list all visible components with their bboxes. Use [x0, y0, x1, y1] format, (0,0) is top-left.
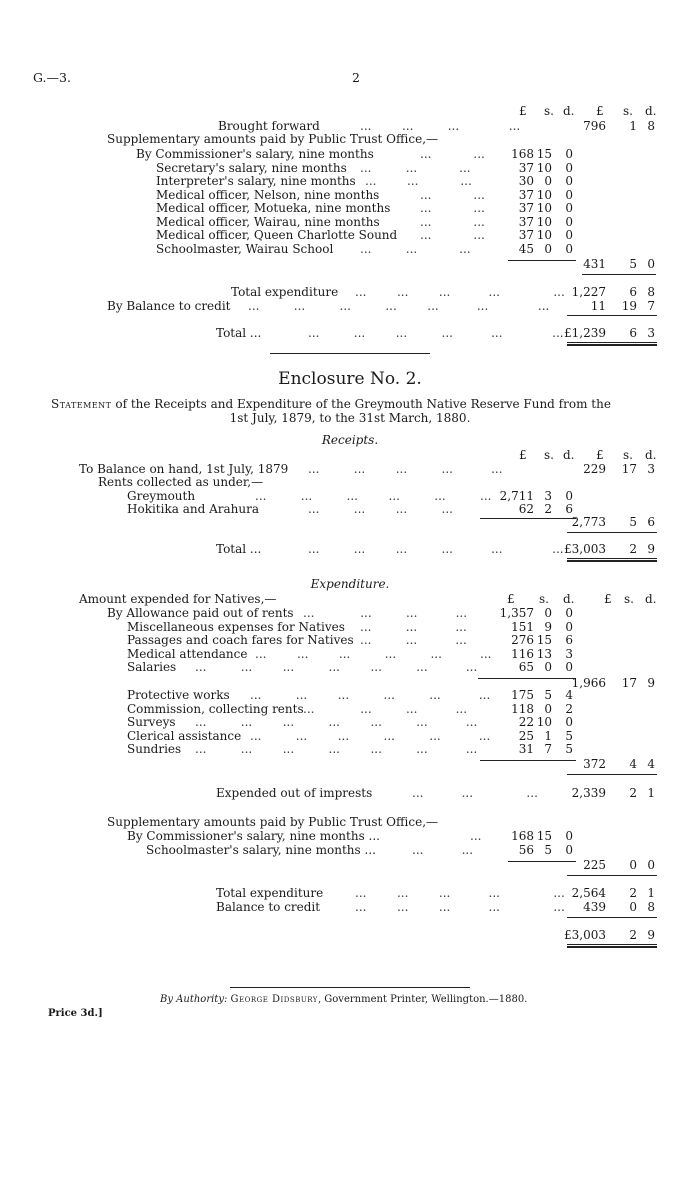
pence-heading-2: d. — [645, 104, 657, 118]
amount-pence: 6 — [565, 502, 573, 516]
amount-pounds: 37 — [518, 215, 534, 229]
amount-shillings: 15 — [536, 147, 552, 161]
leader-dots: ... — [470, 829, 482, 843]
document-code: G.—3. — [33, 70, 71, 85]
double-rule-top — [567, 944, 657, 945]
amount-shillings: 10 — [536, 188, 552, 202]
imprests-label: Expended out of imprests — [216, 786, 373, 800]
leader-dots: ... ... ... — [360, 620, 467, 634]
amount-pence: 0 — [565, 660, 573, 674]
amount-pounds: 168 — [511, 147, 534, 161]
amount-shillings: 0 — [544, 660, 552, 674]
list-item-label: By Commissioner's salary, nine months — [136, 147, 374, 161]
leader-dots: ... ... ... ... — [360, 119, 521, 133]
leader-dots: ... ... ... ... ... ... ... — [195, 742, 478, 756]
leader-dots: ... ... ... ... ... ... — [255, 647, 492, 661]
list-item-label: Clerical assistance — [127, 729, 242, 743]
amount-pounds: 276 — [511, 633, 534, 647]
list-item-label: By Commissioner's salary, nine months ... — [127, 829, 380, 843]
supplementary-label: Supplementary amounts paid by Public Trust Office,— — [107, 815, 439, 829]
total-rule — [567, 315, 657, 316]
amount-pence: 6 — [565, 633, 573, 647]
list-item-label: Medical officer, Queen Charlotte Sound — [156, 228, 398, 242]
price-label: Price 3d.] — [48, 1008, 103, 1019]
leader-dots: ... ... ... ... ... ... — [308, 326, 564, 340]
leader-dots: ... ... ... ... ... — [355, 285, 565, 299]
list-item-label: Passages and coach fares for Natives — [127, 633, 354, 647]
amount-shillings: 0 — [544, 702, 552, 716]
leader-dots: ... ... — [420, 147, 485, 161]
amount-pounds: 116 — [511, 647, 534, 661]
amount-shillings: 10 — [536, 715, 552, 729]
leader-dots: ... ... ... — [412, 786, 538, 800]
amount-shillings: 9 — [544, 620, 552, 634]
total-expenditure-label: Total expenditure — [216, 886, 324, 900]
balance-label: Balance to credit — [216, 900, 321, 914]
amount-shillings: 15 — [536, 633, 552, 647]
list-item-label: Commission, collecting rents — [127, 702, 304, 716]
receipts-total-label: Total ... — [216, 542, 262, 556]
printer-name: George Didsbury — [230, 994, 318, 1005]
amount-pence: 4 — [565, 688, 573, 702]
leader-dots: ... ... ... — [365, 174, 472, 188]
leader-dots: ... ... ... ... ... ... ... — [195, 660, 478, 674]
amount-shillings: 5 — [544, 688, 552, 702]
amount-pence: 0 — [565, 489, 573, 503]
leader-dots: ... ... ... ... — [303, 702, 468, 716]
double-rule-top — [567, 558, 657, 559]
statement-line1 — [51, 397, 611, 411]
total-rule — [567, 875, 657, 876]
pounds-heading: £ — [519, 104, 527, 118]
list-item-label: By Allowance paid out of rents — [107, 606, 294, 620]
brought-forward-label: Brought forward — [218, 119, 320, 133]
amount-shillings: 1 — [544, 729, 552, 743]
receipts-heading: Receipts. — [321, 433, 379, 447]
amount-shillings: 7 — [544, 742, 552, 756]
leader-dots: ... ... ... ... ... — [355, 886, 565, 900]
list-item-label: Schoolmaster's salary, nine months ... — [146, 843, 376, 857]
list-item-label: Medical officer, Nelson, nine months — [156, 188, 380, 202]
amount-pence: 0 — [565, 161, 573, 175]
list-item-label: Schoolmaster, Wairau School — [156, 242, 334, 256]
amount-shillings: 13 — [536, 647, 552, 661]
amount-pounds: 37 — [518, 228, 534, 242]
amount-pence: 0 — [565, 215, 573, 229]
leader-dots: ... ... ... ... ... ... — [255, 489, 492, 503]
amount-expended-label: Amount expended for Natives,— — [79, 592, 277, 606]
pounds-heading-2: £ — [596, 104, 604, 118]
double-rule-bottom — [567, 560, 657, 562]
amount-pence: 0 — [565, 201, 573, 215]
leader-dots: ... ... — [412, 843, 474, 857]
rents-label: Rents collected as under,— — [98, 475, 264, 489]
amount-shillings: 2 — [544, 502, 552, 516]
section-divider — [270, 353, 430, 354]
leader-dots: ... ... ... ... ... ... — [250, 729, 491, 743]
amount-pence: 0 — [565, 174, 573, 188]
receipts-balance-label: To Balance on hand, 1st July, 1879 — [79, 462, 289, 476]
total-expenditure-label: Total expenditure — [231, 285, 339, 299]
amount-pence: 3 — [565, 647, 573, 661]
amount-pence: 0 — [565, 228, 573, 242]
leader-dots: ... ... ... ... — [308, 502, 453, 516]
statement-word: Statement — [51, 397, 112, 411]
list-item-label: Sundries — [127, 742, 182, 756]
leader-dots: ... ... ... — [360, 242, 471, 256]
amount-shillings: 0 — [544, 606, 552, 620]
amount-pounds: 22 — [518, 715, 534, 729]
amount-pounds: 168 — [511, 829, 534, 843]
amount-pence: 0 — [565, 715, 573, 729]
amount-pounds: 65 — [518, 660, 534, 674]
leader-dots: ... ... ... ... ... ... ... — [248, 299, 550, 313]
total-rule — [582, 274, 656, 275]
amount-pounds: 45 — [518, 242, 534, 256]
amount-pounds: 37 — [518, 201, 534, 215]
list-item-label: Medical officer, Motueka, nine months — [156, 201, 391, 215]
authority-line — [160, 993, 527, 1007]
amount-shillings: 5 — [544, 843, 552, 857]
leader-dots: ... ... ... — [360, 633, 467, 647]
statement-line2: 1st July, 1879, to the 31st March, 1880. — [229, 411, 471, 425]
leader-dots: ... ... ... ... ... — [355, 900, 565, 914]
amount-shillings: 10 — [536, 215, 552, 229]
double-rule-top — [567, 342, 657, 343]
footer-rule — [230, 987, 470, 988]
expenditure-heading: Expenditure. — [310, 577, 390, 591]
amount-pence: 5 — [565, 729, 573, 743]
list-item-label: Miscellaneous expenses for Natives — [127, 620, 345, 634]
total-rule — [567, 532, 657, 533]
amount-pounds: 37 — [518, 188, 534, 202]
amount-pounds: 151 — [511, 620, 534, 634]
amount-pounds: 37 — [518, 161, 534, 175]
total-rule — [567, 774, 657, 775]
leader-dots: ... ... ... ... ... ... — [308, 542, 564, 556]
double-rule-bottom — [567, 344, 657, 346]
list-item-label: Interpreter's salary, nine months — [156, 174, 356, 188]
amount-shillings: 10 — [536, 228, 552, 242]
leader-dots: ... ... — [420, 201, 485, 215]
double-rule-bottom — [567, 946, 657, 948]
list-item-label: Medical officer, Wairau, nine months — [156, 215, 380, 229]
amount-shillings: 0 — [544, 174, 552, 188]
leader-dots: ... ... ... ... ... ... ... — [195, 715, 478, 729]
amount-shillings: 10 — [536, 161, 552, 175]
amount-pence: 0 — [565, 188, 573, 202]
shillings-heading: s. — [544, 104, 554, 118]
amount-pence: 5 — [565, 742, 573, 756]
amount-pence: 0 — [565, 843, 573, 857]
leader-dots: ... ... ... ... ... ... — [250, 688, 491, 702]
list-item-label: Secretary's salary, nine months — [156, 161, 347, 175]
amount-pounds: 2,711 — [499, 489, 534, 503]
amount-pounds: 56 — [518, 843, 534, 857]
authority-suffix: , Government Printer, Wellington.—1880. — [317, 994, 528, 1005]
grand-total-label: Total ... — [216, 326, 262, 340]
amount-pence: 0 — [565, 147, 573, 161]
leader-dots: ... ... ... ... — [303, 606, 468, 620]
amount-pence: 0 — [565, 620, 573, 634]
list-item-label: Hokitika and Arahura — [127, 502, 259, 516]
amount-shillings: 0 — [544, 242, 552, 256]
leader-dots: ... ... ... ... ... — [308, 462, 503, 476]
list-item-label: Salaries — [127, 660, 177, 674]
list-item-label: Protective works — [127, 688, 230, 702]
list-item-label: Surveys — [127, 715, 176, 729]
amount-shillings: 15 — [536, 829, 552, 843]
enclosure-title: Enclosure No. 2. — [278, 369, 422, 389]
statement-text: of the Receipts and Expenditure of the Greymouth Native Reserve Fund from the — [115, 397, 611, 411]
total-rule — [567, 917, 657, 918]
amount-pounds: 175 — [511, 688, 534, 702]
amount-pounds: 118 — [511, 702, 534, 716]
amount-pounds: 30 — [518, 174, 534, 188]
leader-dots: ... ... ... — [360, 161, 471, 175]
authority-prefix: By Authority: — [160, 994, 228, 1005]
leader-dots: ... ... — [420, 228, 485, 242]
amount-pence: 0 — [565, 242, 573, 256]
page-number: 2 — [352, 70, 360, 85]
amount-shillings: 10 — [536, 201, 552, 215]
amount-pounds: 62 — [518, 502, 534, 516]
pence-heading: d. — [563, 104, 575, 118]
amount-pence: 2 — [565, 702, 573, 716]
amount-pounds: 1,357 — [499, 606, 534, 620]
balance-label: By Balance to credit — [107, 299, 231, 313]
amount-pounds: 31 — [518, 742, 534, 756]
amount-pence: 0 — [565, 829, 573, 843]
leader-dots: ... ... — [420, 188, 485, 202]
leader-dots: ... ... — [420, 215, 485, 229]
supplementary-label: Supplementary amounts paid by Public Trust Office,— — [107, 132, 439, 146]
amount-pounds: 25 — [518, 729, 534, 743]
amount-pence: 0 — [565, 606, 573, 620]
shillings-heading-2: s. — [623, 104, 633, 118]
list-item-label: Medical attendance — [127, 647, 248, 661]
amount-shillings: 3 — [544, 489, 552, 503]
list-item-label: Greymouth — [127, 489, 196, 503]
